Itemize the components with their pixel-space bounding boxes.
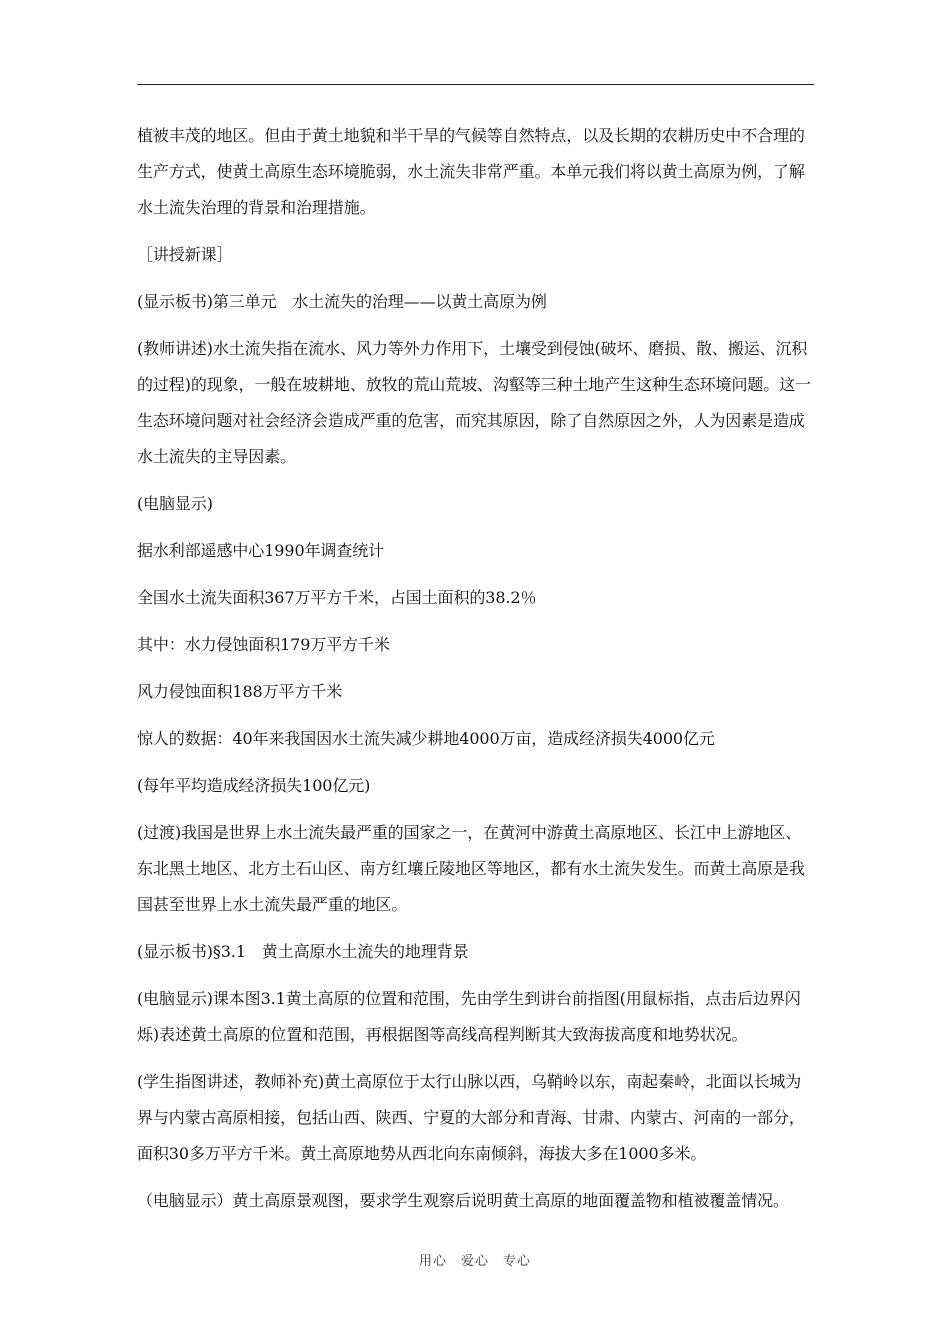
paragraph-wind-erosion: 风力侵蚀面积188万平方千米 <box>137 682 343 701</box>
paragraph-water-erosion: 其中：水力侵蚀面积179万平方千米 <box>137 635 390 654</box>
paragraph-transition: (过渡)我国是世界上水土流失最严重的国家之一，在黄河中游黄土高原地区、长江中上游地区、东北黑土地区、北方土石山区、南方红壤丘陵地区等地区，都有水土流失发生。而黄土高原是我国甚至世界上水土流失最严重的地区。 <box>137 823 805 914</box>
paragraph-annual-loss: (每年平均造成经济损失100亿元) <box>137 776 371 795</box>
paragraph-intro: 植被丰茂的地区。但由于黄土地貌和半干旱的气候等自然特点，以及长期的农耕历史中不合理的生产方式，使黄土高原生态环境脆弱，水土流失非常严重。本单元我们将以黄土高原为例，了解水土流失治理的背景和治理措施。 <box>137 126 805 217</box>
paragraph-landscape-display: （电脑显示）黄土高原景观图，要求学生观察后说明黄土高原的地面覆盖物和植被覆盖情况。 <box>137 1191 789 1210</box>
document-body <box>137 118 817 1230</box>
page-footer: 用心 爱心 专心 <box>418 1254 531 1269</box>
paragraph-board-section-title: (显示板书)§3.1 黄土高原水土流失的地理背景 <box>137 942 469 961</box>
paragraph-section-label: ［讲授新课］ <box>137 245 233 264</box>
paragraph-board-unit-title: (显示板书)第三单元 水土流失的治理——以黄土高原为例 <box>137 292 547 311</box>
header-rule <box>137 84 814 85</box>
paragraph-national-area: 全国水土流失面积367万平方千米，占国土面积的38.2％ <box>137 588 537 607</box>
paragraph-shocking-data: 惊人的数据：40年来我国因水土流失减少耕地4000万亩，造成经济损失4000亿元 <box>137 729 715 748</box>
paragraph-survey-source: 据水利部遥感中心1990年调查统计 <box>137 541 385 560</box>
paragraph-computer-display: (电脑显示) <box>137 494 213 513</box>
paragraph-map-display: (电脑显示)课本图3.1黄土高原的位置和范围，先由学生到讲台前指图(用鼠标指，点击后边界闪烁)表述黄土高原的位置和范围，再根据图等高线高程判断其大致海拔高度和地势状况。 <box>137 989 801 1044</box>
paragraph-student-explanation: (学生指图讲述，教师补充)黄土高原位于太行山脉以西，乌鞘岭以东，南起秦岭，北面以长城为界与内蒙古高原相接，包括山西、陕西、宁夏的大部分和青海、甘肃、内蒙古、河南的一部分，面积30多万平方千米。黄土高原地势从西北向东南倾斜，海拔大多在1000多米。 <box>137 1072 805 1163</box>
paragraph-teacher-explanation: (教师讲述)水土流失指在流水、风力等外力作用下，土壤受到侵蚀(破坏、磨损、散、搬运、沉积的过程)的现象，一般在坡耕地、放牧的荒山荒坡、沟壑等三种土地产生这种生态环境问题。这一生态环境问题对社会经济会造成严重的危害，而究其原因，除了自然原因之外，人为因素是造成水土流失的主导因素。 <box>137 339 811 466</box>
